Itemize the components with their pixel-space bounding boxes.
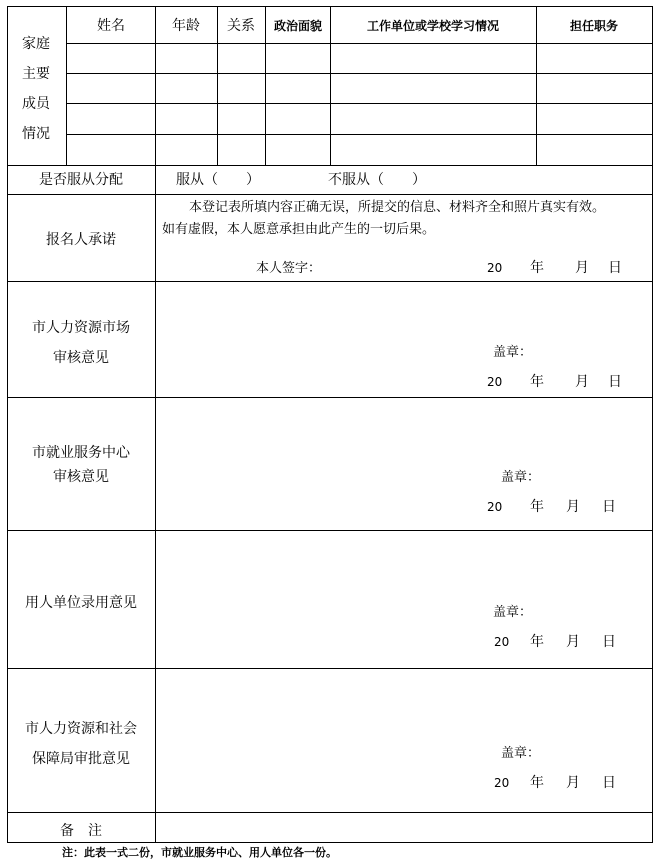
grid-line [66,43,653,44]
disobey-assignment-option[interactable]: 不服从（ ） [328,172,426,188]
pledge-text: 如有虚假，本人愿意承担由此产生的一切后果。 [162,222,436,237]
grid-line [66,73,653,74]
column-header-age: 年龄 [172,18,200,34]
date-year: 年 [530,499,544,515]
date-month: 月 [566,634,580,650]
date-year-prefix: 20 [487,500,503,514]
date-year: 年 [530,374,544,390]
date-day: 日 [608,260,622,276]
grid-line [66,134,653,135]
family-side-label: 成员 [22,96,50,112]
employment-review-label: 市就业服务中心 [32,445,130,461]
grid-line [217,6,218,165]
grid-line [155,6,156,165]
grid-line [536,6,537,165]
family-side-label: 家庭 [22,36,50,52]
date-month: 月 [575,260,589,276]
grid-line [330,6,331,165]
market-review-label: 审核意见 [53,350,109,366]
row-separator [7,397,653,398]
date-year-prefix: 20 [494,635,510,649]
seal-label: 盖章： [501,470,541,485]
seal-label: 盖章： [501,746,541,761]
pledge-label: 报名人承诺 [46,232,116,248]
footnote: 注：此表一式二份，市就业服务中心、用人单位各一份。 [62,846,337,859]
date-year-prefix: 20 [494,776,510,790]
row-separator [7,165,653,166]
column-header-political-status: 政治面貌 [273,19,323,33]
date-day: 日 [602,634,616,650]
date-year: 年 [530,634,544,650]
date-year-prefix: 20 [487,261,503,275]
family-side-label: 主要 [22,66,50,82]
employment-review-label: 审核意见 [53,469,109,485]
column-header-name: 姓名 [97,18,125,34]
seal-label: 盖章： [493,345,533,360]
date-day: 日 [608,374,622,390]
date-day: 日 [602,775,616,791]
table-border-left [7,6,8,843]
date-month: 月 [575,374,589,390]
bureau-approval-label: 保障局审批意见 [32,751,130,767]
date-month: 月 [566,775,580,791]
assignment-label: 是否服从分配 [39,172,123,188]
date-year: 年 [530,260,544,276]
employer-opinion-label: 用人单位录用意见 [25,595,137,611]
row-separator [7,530,653,531]
market-review-label: 市人力资源市场 [32,320,130,336]
table-border-bottom [7,842,653,843]
seal-label: 盖章： [493,605,533,620]
date-month: 月 [566,499,580,515]
label-column-divider [155,165,156,843]
column-header-relation: 关系 [227,18,255,34]
column-header-position: 担任职务 [569,19,619,33]
grid-line [66,103,653,104]
obey-assignment-option[interactable]: 服从（ ） [176,172,260,188]
family-divider [66,6,67,165]
family-side-label: 情况 [22,126,50,142]
column-header-work-unit: 工作单位或学校学习情况 [366,19,500,33]
bureau-approval-label: 市人力资源和社会 [25,721,137,737]
date-year: 年 [530,775,544,791]
row-separator [7,668,653,669]
row-separator [7,281,653,282]
date-day: 日 [602,499,616,515]
row-separator [7,194,653,195]
table-border-right [652,6,653,843]
row-separator [7,812,653,813]
remarks-label: 备 注 [60,823,102,839]
date-year-prefix: 20 [487,375,503,389]
signature-label: 本人签字： [256,261,322,276]
grid-line [265,6,266,165]
pledge-text: 本登记表所填内容正确无误，所提交的信息、材料齐全和照片真实有效。 [189,200,606,215]
